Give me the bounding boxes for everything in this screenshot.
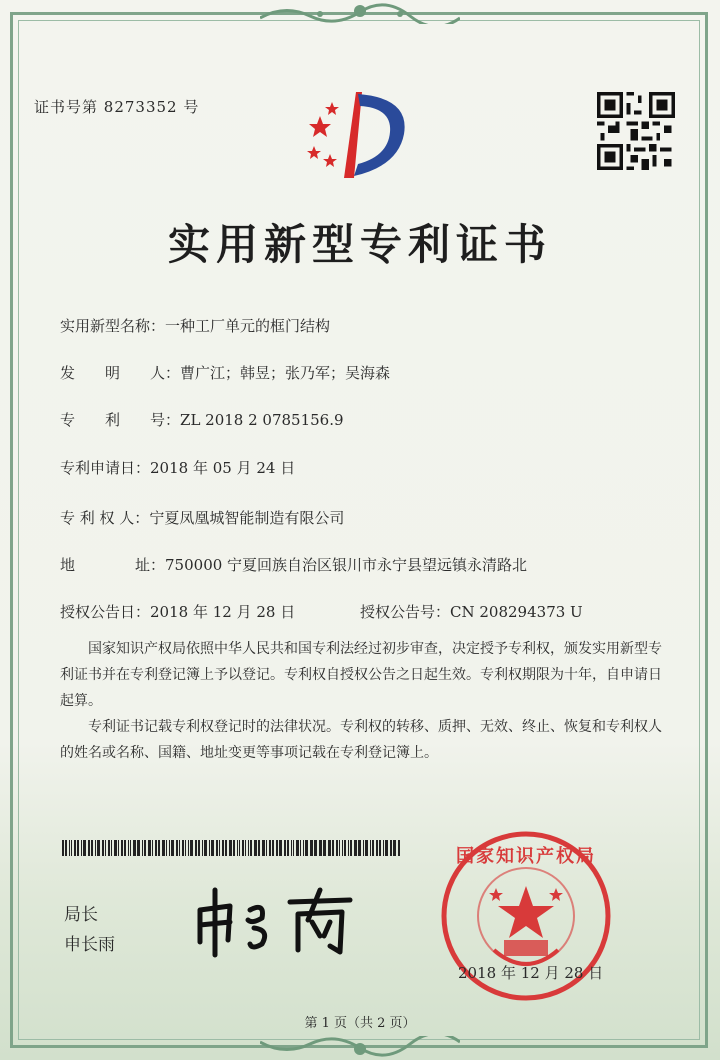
- body-paragraph-1: 国家知识产权局依照中华人民共和国专利法经过初步审查，决定授予专利权，颁发实用新型专利证书并在专利登记簿上予以登记。专利权自授权公告之日起生效。专利权期限为十年，自申请日起算。: [60, 641, 662, 709]
- seal-date: 2018 年 12 月 28 日: [458, 964, 604, 982]
- seal-text: 国家知识产权局: [456, 846, 596, 867]
- certificate-number-suffix: 号: [183, 98, 200, 116]
- grant-number-value: CN 208294373 U: [450, 603, 583, 621]
- utility-model-name-row: [60, 315, 330, 336]
- certificate-number-label: 证书号第: [34, 98, 99, 116]
- qr-code-icon: [597, 92, 675, 170]
- application-date-row: [60, 457, 295, 478]
- address-label: 地 址：: [60, 556, 166, 574]
- application-date-label: 专利申请日：: [60, 459, 151, 477]
- page-number: 第 1 页（共 2 页）: [304, 1016, 416, 1031]
- grant-date-value: 2018 年 12 月 28 日: [150, 603, 296, 621]
- utility-model-name-label: 实用新型名称：: [60, 317, 166, 335]
- director-signature-icon: [190, 880, 360, 960]
- certificate-body: [60, 636, 662, 766]
- certificate-number-value: 8273352: [103, 98, 178, 116]
- cnipa-logo-icon: [300, 86, 420, 186]
- patent-number-row: [60, 409, 344, 430]
- patent-number-value: ZL 2018 2 0785156.9: [180, 411, 344, 429]
- patentee-value: 宁夏凤凰城智能制造有限公司: [149, 509, 345, 527]
- barcode-icon: [62, 840, 402, 856]
- director-name: 申长雨: [64, 935, 115, 955]
- certificate-number: [34, 96, 199, 117]
- director-title: 局长: [64, 905, 98, 925]
- address-value: 750000 宁夏回族自治区银川市永宁县望远镇永清路北: [165, 556, 528, 574]
- utility-model-name-value: 一种工厂单元的框门结构: [165, 317, 331, 335]
- application-date-value: 2018 年 05 月 24 日: [150, 459, 296, 477]
- top-ornament: [260, 2, 460, 24]
- bottom-ornament: [260, 1036, 460, 1058]
- patent-number-label: 专 利 号：: [60, 411, 181, 429]
- grant-date-label: 授权公告日：: [60, 603, 151, 621]
- patentee-label: 专 利 权 人：: [60, 509, 150, 527]
- grant-number-label: 授权公告号：: [360, 603, 451, 621]
- grant-date-row: [60, 601, 295, 622]
- address-row: [60, 554, 527, 575]
- grant-number-row: [360, 601, 583, 622]
- body-paragraph-2: 专利证书记载专利权登记时的法律状况。专利权的转移、质押、无效、终止、恢复和专利权人的姓名或名称、国籍、地址变更等事项记载在专利登记簿上。: [60, 719, 662, 761]
- certificate-title: 实用新型专利证书: [167, 220, 552, 269]
- patentee-row: [60, 507, 344, 528]
- inventor-label: 发 明 人：: [60, 364, 181, 382]
- inventor-value: 曹广江；韩昱；张乃军；吴海森: [180, 364, 391, 382]
- inventor-row: [60, 362, 390, 383]
